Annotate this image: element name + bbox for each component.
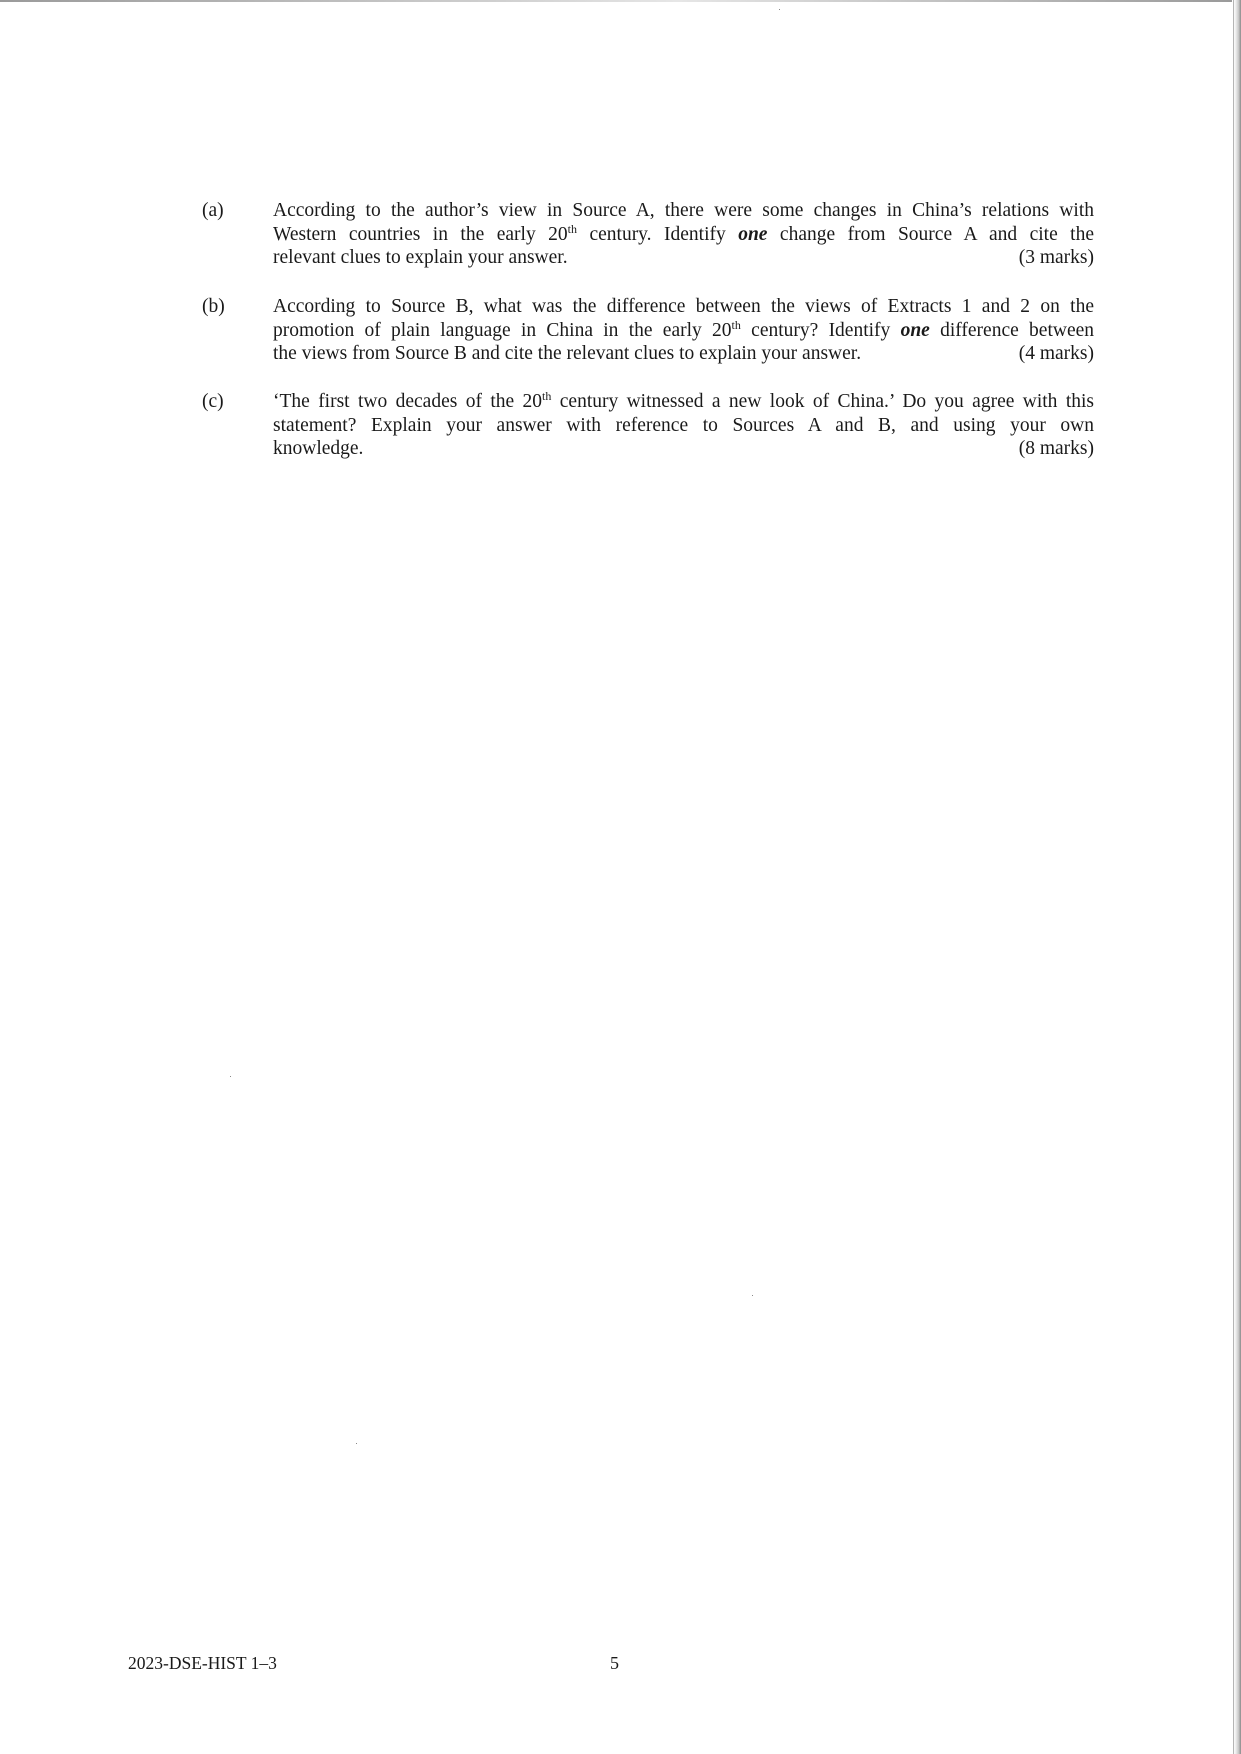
- question-line: the views from Source B and cite the relevant clues to explain your answer. (4 marks): [273, 343, 1094, 364]
- question-label: (a): [202, 200, 224, 221]
- scan-speck: [752, 1295, 753, 1296]
- superscript-th: th: [567, 221, 577, 236]
- question-text: [273, 295, 1094, 366]
- paper-code: 2023-DSE-HIST 1–3: [128, 1653, 277, 1673]
- question-text: [273, 390, 1094, 461]
- question-line: ‘The first two decades of the 20th century witnessed a new look of China.’ Do you agree with this: [273, 389, 1094, 412]
- scan-top-edge: [0, 0, 1232, 2]
- scan-right-edge: [1233, 0, 1241, 1754]
- question-label: (c): [202, 391, 224, 412]
- emphasis-one: one: [900, 319, 930, 341]
- emphasis-one: one: [738, 223, 768, 245]
- question-line: According to Source B, what was the difference between the views of Extracts 1 and 2 on the: [273, 296, 1094, 317]
- question-label: (b): [202, 296, 225, 317]
- question-line: knowledge. (8 marks): [273, 438, 1094, 459]
- scan-right-edge-line: [1233, 0, 1234, 1754]
- marks-allocation: (4 marks): [1018, 343, 1094, 364]
- superscript-th: th: [731, 317, 741, 332]
- question-text: [273, 199, 1094, 270]
- page-number: 5: [610, 1653, 619, 1673]
- scan-speck: [230, 1076, 231, 1077]
- marks-allocation: (3 marks): [1018, 247, 1094, 268]
- question-line: According to the author’s view in Source A, there were some changes in China’s relations with: [273, 200, 1094, 221]
- superscript-th: th: [542, 389, 552, 403]
- question-line: promotion of plain language in China in the early 20th century? Identify one difference between: [273, 317, 1095, 341]
- scan-speck: [356, 1443, 357, 1444]
- question-line: relevant clues to explain your answer. (3 marks): [273, 247, 1094, 268]
- marks-allocation: (8 marks): [1018, 438, 1094, 459]
- scan-speck: [779, 9, 780, 10]
- question-line: statement? Explain your answer with reference to Sources A and B, and using your own: [273, 414, 1094, 436]
- question-line: Western countries in the early 20th century. Identify one change from Source A and cite the: [273, 221, 1095, 245]
